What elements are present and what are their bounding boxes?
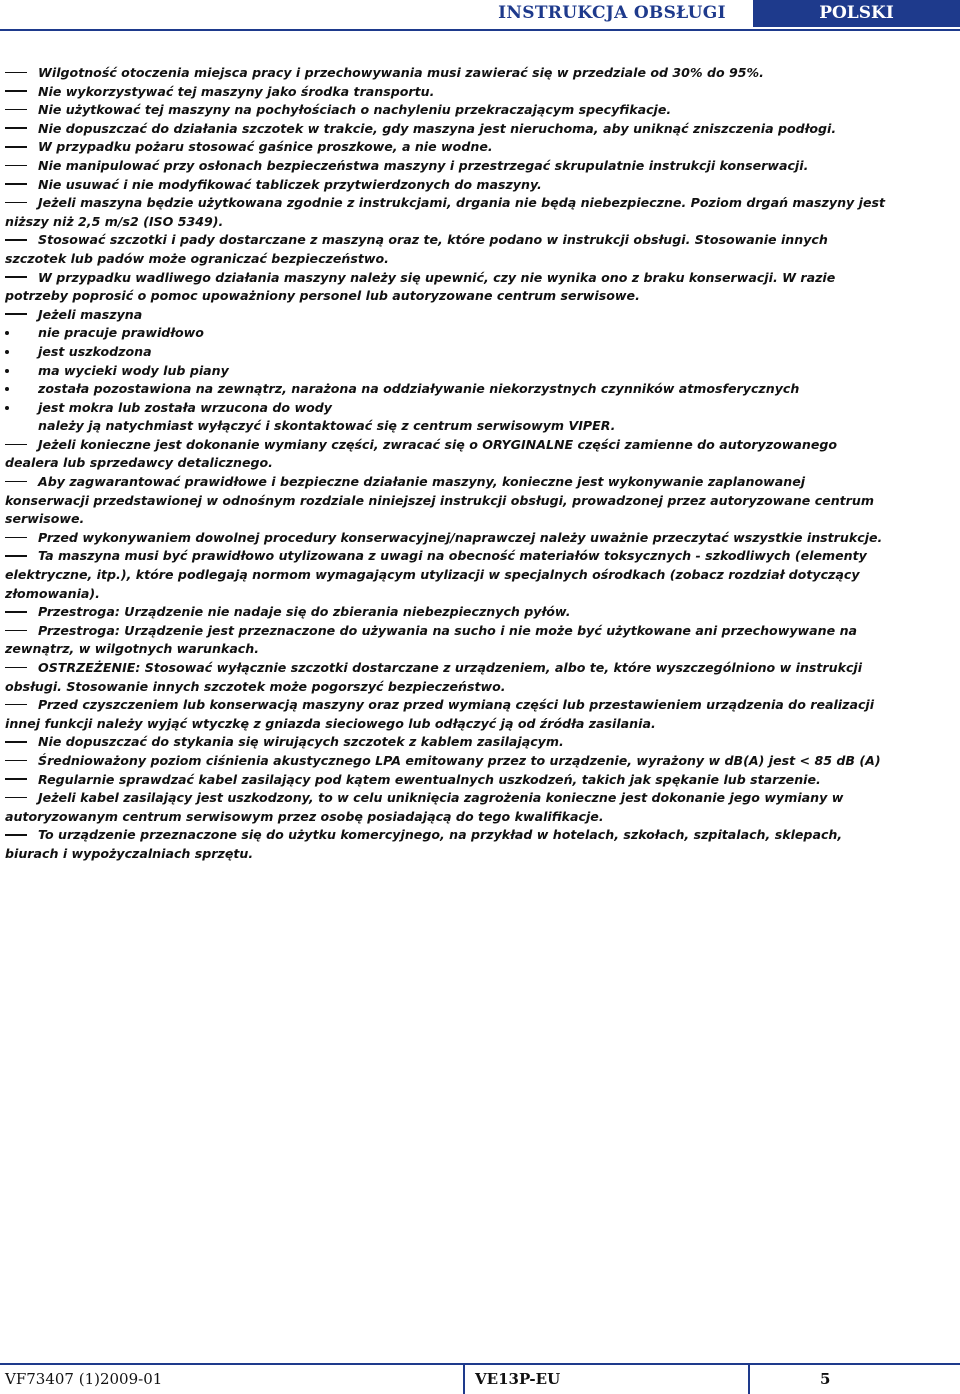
instruction-text: Nie wykorzystywać tej maszyny jako środka transportu. xyxy=(38,83,435,99)
instruction-line xyxy=(5,138,940,157)
instruction-line xyxy=(5,845,940,864)
bullet-item xyxy=(5,380,940,399)
instruction-text: To urządzenie przeznaczone się do użytku komercyjnego, na przykład w hotelach, szkołach, szpitalach, sklepach, xyxy=(38,827,843,843)
bullet-text: jest mokra lub została wrzucona do wody xyxy=(38,399,332,415)
instruction-line xyxy=(5,696,940,715)
bullet-text: nie pracuje prawidłowo xyxy=(38,325,204,341)
dash-icon xyxy=(5,202,27,204)
dash-icon xyxy=(5,704,27,706)
dash-icon xyxy=(5,667,27,669)
instruction-text: W przypadku wadliwego działania maszyny należy się upewnić, czy nie wynika ono z braku konserwacji. W razie xyxy=(38,269,836,285)
instruction-text: Jeżeli kabel zasilający jest uszkodzony, to w celu uniknięcia zagrożenia konieczne jest dokonanie jego wymiany w xyxy=(38,790,844,806)
dash-icon xyxy=(5,165,27,167)
instruction-text: Średnioważony poziom ciśnienia akustycznego LPA emitowany przez to urządzenie, wyrażony w dB(A) jest < 85 dB (A) xyxy=(38,752,881,768)
instruction-line xyxy=(5,231,940,250)
instruction-text: autoryzowanym centrum serwisowym przez osobę posiadającą do tego kwalifikacje. xyxy=(5,808,604,824)
bullet-item xyxy=(5,343,940,362)
instruction-text: Regularnie sprawdzać kabel zasilający pod kątem ewentualnych uszkodzeń, takich jak spękanie lub starzenie. xyxy=(38,771,821,787)
safety-instructions xyxy=(5,64,940,864)
instruction-line xyxy=(5,157,940,176)
bullet-line xyxy=(5,343,940,362)
instruction-line xyxy=(5,603,940,622)
instruction-line xyxy=(5,826,940,845)
bullet-icon xyxy=(5,387,9,391)
dash-icon xyxy=(5,778,27,780)
dash-icon xyxy=(5,313,27,315)
header-rule xyxy=(0,29,960,31)
dash-icon xyxy=(5,834,27,836)
instruction-line xyxy=(5,120,940,139)
dash-icon xyxy=(5,72,27,74)
footer-rule xyxy=(0,1363,960,1365)
instruction-text: potrzeby poprosić o pomoc upoważniony personel lub autoryzowane centrum serwisowe. xyxy=(5,288,640,304)
instruction-text: Nie dopuszczać do działania szczotek w trakcie, gdy maszyna jest nieruchoma, aby uniknąć zniszczenia podłogi. xyxy=(38,120,837,136)
instruction-text: Aby zagwarantować prawidłowe i bezpieczne działanie maszyny, konieczne jest wykonywanie zaplanowanej xyxy=(38,474,806,490)
dash-icon xyxy=(5,481,27,483)
instruction-item xyxy=(5,157,940,176)
dash-icon xyxy=(5,183,27,185)
dash-icon xyxy=(5,239,27,241)
instruction-text: biurach i wypożyczalniach sprzętu. xyxy=(5,845,254,861)
instruction-line xyxy=(5,510,940,529)
instruction-item xyxy=(5,194,940,231)
instruction-line xyxy=(5,547,940,566)
instruction-item xyxy=(5,83,940,102)
instruction-line xyxy=(5,213,940,232)
instruction-text: Przestroga: Urządzenie jest przeznaczone do używania na sucho i nie może być użytkowane ani przechowywane na xyxy=(38,622,858,638)
bullet-line xyxy=(5,362,940,381)
instruction-item xyxy=(5,733,940,752)
dash-icon xyxy=(5,146,27,148)
bullet-icon xyxy=(5,406,9,410)
instruction-line xyxy=(5,83,940,102)
instruction-line xyxy=(5,101,940,120)
instruction-text: Jeżeli maszyna xyxy=(38,306,143,322)
instruction-item xyxy=(5,622,940,659)
footer-divider xyxy=(748,1365,750,1394)
dash-icon xyxy=(5,741,27,743)
instruction-note xyxy=(5,417,940,436)
bullet-item xyxy=(5,324,940,343)
instruction-item xyxy=(5,176,940,195)
instruction-text: elektryczne, itp.), które podlegają normom wymagającym utylizacji w specjalnych ośrodkach (zobacz rozdział dotyczący xyxy=(5,567,860,583)
instruction-text: dealera lub sprzedawcy detalicznego. xyxy=(5,455,273,471)
page-number: 5 xyxy=(820,1370,831,1388)
bullet-icon xyxy=(5,369,9,373)
instruction-line xyxy=(5,566,940,585)
bullet-text: jest uszkodzona xyxy=(38,343,152,359)
instruction-line xyxy=(5,678,940,697)
instruction-item xyxy=(5,231,940,268)
instruction-line xyxy=(5,659,940,678)
instruction-text: szczotek lub padów może ograniczać bezpieczeństwo. xyxy=(5,250,389,266)
dash-icon xyxy=(5,127,27,129)
manual-title: INSTRUKCJA OBSŁUGI xyxy=(474,0,750,27)
instruction-item xyxy=(5,120,940,139)
instruction-text: serwisowe. xyxy=(5,511,85,527)
instruction-item xyxy=(5,101,940,120)
instruction-text: Nie dopuszczać do stykania się wirujących szczotek z kablem zasilającym. xyxy=(38,734,564,750)
instruction-text: złomowania). xyxy=(5,585,100,601)
instruction-item xyxy=(5,659,940,696)
instruction-text: W przypadku pożaru stosować gaśnice proszkowe, a nie wodne. xyxy=(38,139,493,155)
instruction-line xyxy=(5,733,940,752)
dash-icon xyxy=(5,611,27,613)
instruction-text: zewnątrz, w wilgotnych warunkach. xyxy=(5,641,260,657)
instruction-text: innej funkcji należy wyjąć wtyczkę z gniazda sieciowego lub odłączyć ją od źródła zasilania. xyxy=(5,715,656,731)
footer-divider xyxy=(463,1365,465,1394)
bullet-item xyxy=(5,399,940,418)
bullet-icon xyxy=(5,331,9,335)
instruction-item xyxy=(5,473,940,529)
instruction-text: Jeżeli konieczne jest dokonanie wymiany części, zwracać się o ORYGINALNE części zamienne do autoryzowanego xyxy=(38,436,838,452)
instruction-text: Jeżeli maszyna będzie użytkowana zgodnie z instrukcjami, drgania nie będą niebezpieczne. Poziom drgań maszyny jest xyxy=(38,195,886,211)
instruction-line xyxy=(5,176,940,195)
instruction-item xyxy=(5,789,940,826)
instruction-item xyxy=(5,696,940,733)
dash-icon xyxy=(5,630,27,632)
dash-icon xyxy=(5,760,27,762)
instruction-text: Nie użytkować tej maszyny na pochyłościach o nachyleniu przekraczającym specyfikacje. xyxy=(38,102,672,118)
instruction-line xyxy=(5,473,940,492)
instruction-item xyxy=(5,436,940,473)
instruction-text: Przed czyszczeniem lub konserwacją maszyny oraz przed wymianą części lub przestawieniem urządzenia do realizacji xyxy=(38,697,875,713)
instruction-text: Nie manipulować przy osłonach bezpieczeństwa maszyny i przestrzegać skrupulatnie instrukcji konserwacji. xyxy=(38,157,809,173)
instruction-item xyxy=(5,603,940,622)
bullet-line xyxy=(5,324,940,343)
instruction-line xyxy=(5,64,940,83)
dash-icon xyxy=(5,109,27,111)
instruction-item xyxy=(5,547,940,603)
instruction-line xyxy=(5,640,940,659)
instruction-text: OSTRZEŻENIE: Stosować wyłącznie szczotki dostarczane z urządzeniem, albo te, które wyszczególniono w instrukcji xyxy=(38,660,863,675)
instruction-item xyxy=(5,269,940,306)
instruction-text: Przed wykonywaniem dowolnej procedury konserwacyjnej/naprawczej należy uważnie przeczytać wszystkie instrukcje. xyxy=(38,529,883,545)
instruction-line xyxy=(5,808,940,827)
instruction-item xyxy=(5,138,940,157)
language-tab: POLSKI xyxy=(753,0,960,27)
model-code: VE13P-EU xyxy=(475,1370,561,1388)
instruction-item xyxy=(5,771,940,790)
instruction-line xyxy=(5,771,940,790)
dash-icon xyxy=(5,555,27,557)
instruction-line xyxy=(5,715,940,734)
instruction-line xyxy=(5,492,940,511)
bullet-icon xyxy=(5,350,9,354)
instruction-text: Przestroga: Urządzenie nie nadaje się do zbierania niebezpiecznych pyłów. xyxy=(38,604,571,620)
instruction-item xyxy=(5,752,940,771)
bullet-line xyxy=(5,380,940,399)
instruction-line xyxy=(5,250,940,269)
instruction-line xyxy=(5,306,940,325)
instruction-text: Ta maszyna musi być prawidłowo utylizowana z uwagi na obecność materiałów toksycznych - szkodliwych (elementy xyxy=(38,548,867,564)
dash-icon xyxy=(5,444,27,446)
instruction-item xyxy=(5,64,940,83)
instruction-text: obsługi. Stosowanie innych szczotek może pogorszyć bezpieczeństwo. xyxy=(5,678,506,694)
bullet-item xyxy=(5,362,940,381)
instruction-line xyxy=(5,454,940,473)
dash-icon xyxy=(5,797,27,799)
dash-icon xyxy=(5,537,27,539)
instruction-text: Wilgotność otoczenia miejsca pracy i przechowywania musi zawierać się w przedziale od 30% do 95%. xyxy=(38,65,764,80)
document-code: VF73407 (1)2009-01 xyxy=(5,1370,163,1388)
instruction-text: Stosować szczotki i pady dostarczane z maszyną oraz te, które podano w instrukcji obsługi. Stosowanie innych xyxy=(38,232,828,248)
note-line: należy ją natychmiast wyłączyć i skontaktować się z centrum serwisowym VIPER. xyxy=(38,418,616,434)
bullet-text: ma wycieki wody lub piany xyxy=(38,362,229,378)
instruction-line xyxy=(5,436,940,455)
instruction-line xyxy=(5,585,940,604)
instruction-item xyxy=(5,306,940,325)
instruction-line xyxy=(5,752,940,771)
instruction-item xyxy=(5,826,940,863)
instruction-line xyxy=(5,287,940,306)
bullet-line xyxy=(5,399,940,418)
instruction-line xyxy=(5,194,940,213)
instruction-line xyxy=(5,269,940,288)
bullet-text: została pozostawiona na zewnątrz, narażona na oddziaływanie niekorzystnych czynników atmosferycznych xyxy=(38,381,800,397)
instruction-line xyxy=(5,622,940,641)
instruction-line xyxy=(5,789,940,808)
instruction-line xyxy=(5,529,940,548)
dash-icon xyxy=(5,276,27,278)
instruction-item xyxy=(5,529,940,548)
instruction-text: konserwacji przedstawionej w odnośnym rozdziale niniejszej instrukcji obsługi, prowadzonej przez autoryzowane centrum xyxy=(5,492,874,508)
dash-icon xyxy=(5,90,27,92)
instruction-text: niższy niż 2,5 m/s2 (ISO 5349). xyxy=(5,213,224,229)
instruction-text: Nie usuwać i nie modyfikować tabliczek przytwierdzonych do maszyny. xyxy=(38,176,542,192)
